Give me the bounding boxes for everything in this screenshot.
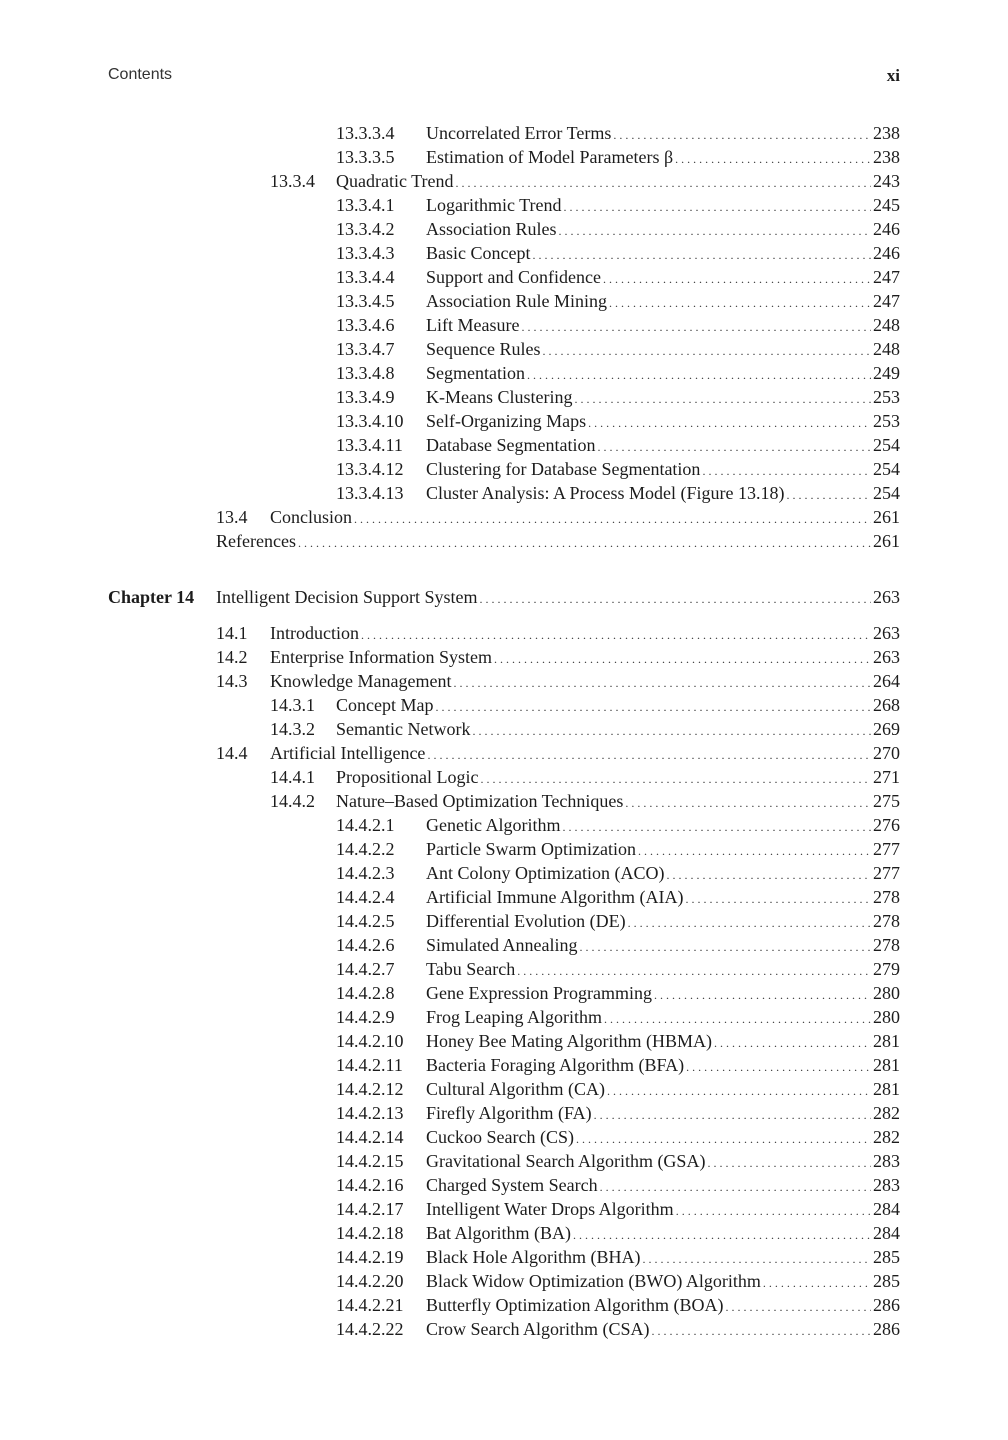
toc-entry-number: 14.4.2.15 <box>336 1151 404 1171</box>
dot-leader <box>298 529 871 555</box>
toc-entry-page: 284 <box>873 1199 900 1219</box>
toc-entry[interactable] <box>336 121 900 145</box>
dot-leader <box>675 145 871 171</box>
toc-entry-title: Logarithmic Trend <box>426 195 562 215</box>
toc-entry-title: References <box>216 531 296 551</box>
toc-entry-number: 13.3.4.5 <box>336 291 395 311</box>
toc-entry-page: 254 <box>873 459 900 479</box>
toc-entry-title: Bat Algorithm (BA) <box>426 1223 571 1243</box>
toc-entry-number: 14.4.2.19 <box>336 1247 404 1267</box>
toc-entry-number: 13.3.4.2 <box>336 219 395 239</box>
running-head-section: Contents <box>108 66 173 83</box>
toc-entry-page: 248 <box>873 315 900 335</box>
toc-entry-number: 13.3.4 <box>270 171 315 191</box>
toc-entry-page: 286 <box>873 1319 900 1339</box>
toc-entry-number: 14.4.2.6 <box>336 935 395 955</box>
dot-leader <box>435 693 871 719</box>
toc-entry[interactable] <box>336 957 900 981</box>
toc-entry[interactable] <box>336 1317 900 1341</box>
toc-entry[interactable] <box>336 337 900 361</box>
toc-entry[interactable] <box>336 1077 900 1101</box>
toc-entry-number: 14.4.2.7 <box>336 959 395 979</box>
toc-entry-number: 14.4.2.13 <box>336 1103 404 1123</box>
toc-entry-title: Nature–Based Optimization Techniques <box>336 791 624 811</box>
dot-leader <box>642 1245 871 1271</box>
toc-entry-title: Artificial Immune Algorithm (AIA) <box>426 887 684 907</box>
toc-entry-page: 249 <box>873 363 900 383</box>
toc-entry-title: Lift Measure <box>426 315 520 335</box>
dot-leader <box>564 193 872 219</box>
toc-entry-number: 14.4.1 <box>270 767 315 787</box>
dot-leader <box>455 169 871 195</box>
toc-entry-title: Knowledge Management <box>270 671 452 691</box>
toc-entry-page: 263 <box>873 587 900 607</box>
toc-entry-title: Artificial Intelligence <box>270 743 426 763</box>
toc-entry-page: 247 <box>873 291 900 311</box>
toc-entry[interactable] <box>336 1293 900 1317</box>
toc-entry-number: 13.3.4.7 <box>336 339 395 359</box>
toc-entry-page: 271 <box>873 767 900 787</box>
toc-entry-page: 238 <box>873 123 900 143</box>
toc-entry-title: Honey Bee Mating Algorithm (HBMA) <box>426 1031 712 1051</box>
dot-leader <box>588 409 871 435</box>
dot-leader <box>628 909 871 935</box>
toc-entry-title: Clustering for Database Segmentation <box>426 459 701 479</box>
toc-entry-number: 14.4.2.22 <box>336 1319 404 1339</box>
toc-entry[interactable] <box>270 765 900 789</box>
toc-entry-title: Bacteria Foraging Algorithm (BFA) <box>426 1055 685 1075</box>
toc-entry[interactable] <box>336 1173 900 1197</box>
dot-leader <box>600 1173 871 1199</box>
toc-entry[interactable] <box>216 669 900 693</box>
toc-entry-number: 14.4.2.20 <box>336 1271 404 1291</box>
toc-entry[interactable] <box>270 717 900 741</box>
dot-leader <box>702 457 871 483</box>
dot-leader <box>787 481 872 507</box>
toc-entry-number: 14.4.2.12 <box>336 1079 404 1099</box>
dot-leader <box>594 1101 871 1127</box>
toc-entry-number: 14.4.2.14 <box>336 1127 404 1147</box>
toc-entry-page: 269 <box>873 719 900 739</box>
dot-leader <box>494 645 871 671</box>
dot-leader <box>707 1149 871 1175</box>
toc-entry-number: 13.3.4.1 <box>336 195 395 215</box>
toc-entry-page: 284 <box>873 1223 900 1243</box>
toc-entry-number: 14.4.2.4 <box>336 887 395 907</box>
toc-entry-page: 275 <box>873 791 900 811</box>
toc-entry-title: Simulated Annealing <box>426 935 578 955</box>
toc-entry-number: 14.4.2.18 <box>336 1223 404 1243</box>
toc-entry-page: 278 <box>873 935 900 955</box>
toc-entry-number: 13.3.4.3 <box>336 243 395 263</box>
toc-entry[interactable] <box>336 265 900 289</box>
toc-entry-page: 286 <box>873 1295 900 1315</box>
dot-leader <box>427 741 871 767</box>
toc-entry-page: 285 <box>873 1247 900 1267</box>
toc-entry-title: Black Hole Algorithm (BHA) <box>426 1247 641 1267</box>
toc-entry-page: 263 <box>873 647 900 667</box>
toc-entry-number: 13.3.4.10 <box>336 411 404 431</box>
toc-entry[interactable] <box>336 1125 900 1149</box>
toc-entry-title: Basic Concept <box>426 243 531 263</box>
toc-entry-page: 247 <box>873 267 900 287</box>
toc-entry-page: 238 <box>873 147 900 167</box>
toc-entry-number: 13.4 <box>216 507 248 527</box>
toc-entry[interactable] <box>336 457 900 481</box>
toc-entry-number: 14.3.1 <box>270 695 315 715</box>
toc-entry-title: Semantic Network <box>336 719 471 739</box>
toc-entry[interactable] <box>216 741 900 765</box>
page-number: xi <box>886 66 900 85</box>
toc-entry[interactable] <box>336 1029 900 1053</box>
toc-entry-number: 14.4.2.17 <box>336 1199 404 1219</box>
dot-leader <box>573 1221 871 1247</box>
dot-leader <box>481 765 872 791</box>
toc-entry[interactable] <box>336 933 900 957</box>
toc-entry-title: Conclusion <box>270 507 353 527</box>
toc-entry-page: 283 <box>873 1175 900 1195</box>
toc-entry[interactable] <box>336 861 900 885</box>
toc-entry[interactable] <box>216 529 900 553</box>
dot-leader <box>654 981 871 1007</box>
toc-entry-title: Frog Leaping Algorithm <box>426 1007 602 1027</box>
toc-entry-title: Gravitational Search Algorithm (GSA) <box>426 1151 706 1171</box>
toc-entry-title: Quadratic Trend <box>336 171 454 191</box>
toc-entry-title: Enterprise Information System <box>270 647 492 667</box>
toc-entry[interactable] <box>270 693 900 717</box>
toc-entry-number: 13.3.4.8 <box>336 363 395 383</box>
dot-leader <box>479 585 871 611</box>
dot-leader <box>604 1005 871 1031</box>
toc-entry-title: K-Means Clustering <box>426 387 573 407</box>
toc-entry-page: 268 <box>873 695 900 715</box>
toc-entry-number: 14.4.2.8 <box>336 983 395 1003</box>
toc-entry-number: 14.4 <box>216 743 248 763</box>
toc-entry-page: 270 <box>873 743 900 763</box>
toc-entry-page: 263 <box>873 623 900 643</box>
dot-leader <box>763 1269 871 1295</box>
toc-entry-title: Intelligent Decision Support System <box>216 587 478 607</box>
toc-entry-page: 276 <box>873 815 900 835</box>
toc-entry[interactable] <box>336 193 900 217</box>
toc-entry-title: Butterfly Optimization Algorithm (BOA) <box>426 1295 724 1315</box>
toc-entry[interactable] <box>336 289 900 313</box>
toc-entry-number: 14.4.2.16 <box>336 1175 404 1195</box>
toc-entry-number: 14.1 <box>216 623 248 643</box>
toc-entry-title: Intelligent Water Drops Algorithm <box>426 1199 674 1219</box>
toc-entry-title: Gene Expression Programming <box>426 983 652 1003</box>
toc-entry-title: Database Segmentation <box>426 435 596 455</box>
toc-entry-title: Estimation of Model Parameters β <box>426 147 674 167</box>
toc-entry[interactable] <box>216 505 900 529</box>
toc-entry[interactable] <box>336 145 900 169</box>
dot-leader <box>576 1125 871 1151</box>
toc-entry-title: Cultural Algorithm (CA) <box>426 1079 605 1099</box>
toc-entry-number: 13.3.4.12 <box>336 459 404 479</box>
dot-leader <box>532 241 871 267</box>
toc-entry-page: 281 <box>873 1055 900 1075</box>
toc-entry-title: Self-Organizing Maps <box>426 411 587 431</box>
toc-entry-title: Association Rule Mining <box>426 291 607 311</box>
toc-entry-page: 278 <box>873 911 900 931</box>
toc-chapter-entry[interactable] <box>108 585 900 609</box>
toc-entry-number: 14.4.2.2 <box>336 839 395 859</box>
dot-leader <box>361 621 871 647</box>
toc-entry-number: 13.3.3.4 <box>336 123 395 143</box>
toc-entry[interactable] <box>336 1005 900 1029</box>
running-head <box>108 66 900 92</box>
dot-leader <box>354 505 871 531</box>
toc-entry-number: 13.3.4.13 <box>336 483 404 503</box>
toc-entry-page: 281 <box>873 1079 900 1099</box>
dot-leader <box>597 433 871 459</box>
toc-entry[interactable] <box>336 385 900 409</box>
toc-entry-title: Propositional Logic <box>336 767 479 787</box>
toc-entry-number: 14.4.2.1 <box>336 815 395 835</box>
toc-entry[interactable] <box>336 1197 900 1221</box>
toc-entry[interactable] <box>336 1269 900 1293</box>
toc-entry-title: Sequence Rules <box>426 339 541 359</box>
toc-entry-page: 253 <box>873 411 900 431</box>
toc-entry[interactable] <box>336 885 900 909</box>
dot-leader <box>714 1029 871 1055</box>
toc-entry-page: 264 <box>873 671 900 691</box>
toc-entry-number: 13.3.4.9 <box>336 387 395 407</box>
toc-entry-number: 14.3.2 <box>270 719 315 739</box>
toc-entry-page: 281 <box>873 1031 900 1051</box>
dot-leader <box>625 789 871 815</box>
dot-leader <box>579 933 871 959</box>
dot-leader <box>559 217 872 243</box>
toc-entry-number: 13.3.4.4 <box>336 267 395 287</box>
toc-entry-title: Particle Swarm Optimization <box>426 839 636 859</box>
toc-entry-title: Segmentation <box>426 363 525 383</box>
dot-leader <box>666 861 871 887</box>
toc-entry-page: 254 <box>873 483 900 503</box>
toc-entry-title: Black Widow Optimization (BWO) Algorithm <box>426 1271 761 1291</box>
toc-entry-title: Tabu Search <box>426 959 516 979</box>
dot-leader <box>472 717 871 743</box>
toc-entry[interactable] <box>336 313 900 337</box>
dot-leader <box>603 265 871 291</box>
toc-entry[interactable] <box>270 789 900 813</box>
toc-entry-page: 283 <box>873 1151 900 1171</box>
dot-leader <box>651 1317 871 1343</box>
toc-entry[interactable] <box>216 621 900 645</box>
toc-entry-title: Cuckoo Search (CS) <box>426 1127 574 1147</box>
toc-entry[interactable] <box>336 1149 900 1173</box>
dot-leader <box>607 1077 871 1103</box>
dot-leader <box>521 313 871 339</box>
toc-entry-title: Genetic Algorithm <box>426 815 561 835</box>
toc-entry-number: 13.3.4.6 <box>336 315 395 335</box>
toc-entry-page: 243 <box>873 171 900 191</box>
toc-entry-number: 14.4.2.21 <box>336 1295 404 1315</box>
toc-entry-page: 282 <box>873 1103 900 1123</box>
toc-entry[interactable] <box>336 813 900 837</box>
toc-entry-number: 14.4.2.5 <box>336 911 395 931</box>
toc-entry-title: Differential Evolution (DE) <box>426 911 626 931</box>
toc-entry[interactable] <box>336 1053 900 1077</box>
toc-entry-number: 14.4.2.10 <box>336 1031 404 1051</box>
dot-leader <box>638 837 871 863</box>
toc-entry-number: 13.3.4.11 <box>336 435 403 455</box>
toc-entry-title: Support and Confidence <box>426 267 601 287</box>
dot-leader <box>609 289 871 315</box>
toc-entry-title: Charged System Search <box>426 1175 598 1195</box>
dot-leader <box>686 1053 871 1079</box>
dot-leader <box>527 361 871 387</box>
toc-entry[interactable] <box>216 645 900 669</box>
toc-entry-number: 13.3.3.5 <box>336 147 395 167</box>
toc-entry[interactable] <box>336 433 900 457</box>
toc-entry[interactable] <box>336 361 900 385</box>
toc-entry-title: Crow Search Algorithm (CSA) <box>426 1319 650 1339</box>
toc-entry[interactable] <box>336 241 900 265</box>
toc-entry[interactable] <box>336 409 900 433</box>
toc-entry-page: 261 <box>873 507 900 527</box>
toc-entry-number: 14.4.2.3 <box>336 863 395 883</box>
toc-entry[interactable] <box>336 1101 900 1125</box>
toc-entry-page: 278 <box>873 887 900 907</box>
toc-entry-number: 14.4.2.11 <box>336 1055 403 1075</box>
toc-entry-title: Uncorrelated Error Terms <box>426 123 612 143</box>
toc-entry-title: Ant Colony Optimization (ACO) <box>426 863 665 883</box>
dot-leader <box>676 1197 871 1223</box>
toc-entry[interactable] <box>336 837 900 861</box>
toc-entry-page: 246 <box>873 243 900 263</box>
toc-entry-number: 14.4.2.9 <box>336 1007 395 1027</box>
toc-entry[interactable] <box>336 909 900 933</box>
toc-entry[interactable] <box>336 1221 900 1245</box>
toc-entry-page: 279 <box>873 959 900 979</box>
toc-entry-number: 14.4.2 <box>270 791 315 811</box>
toc-entry-page: 248 <box>873 339 900 359</box>
dot-leader <box>453 669 871 695</box>
toc-entry[interactable] <box>336 217 900 241</box>
dot-leader <box>542 337 871 363</box>
toc-entry-page: 277 <box>873 863 900 883</box>
toc-entry-page: 253 <box>873 387 900 407</box>
toc-entry-number: 14.3 <box>216 671 248 691</box>
dot-leader <box>517 957 871 983</box>
toc-entry-number: Chapter 14 <box>108 587 195 607</box>
toc-entry-page: 280 <box>873 983 900 1003</box>
dot-leader <box>725 1293 871 1319</box>
toc-entry-number: 14.2 <box>216 647 248 667</box>
toc-entry-page: 282 <box>873 1127 900 1147</box>
toc-entry[interactable] <box>270 169 900 193</box>
toc-entry[interactable] <box>336 1245 900 1269</box>
toc-entry-title: Concept Map <box>336 695 434 715</box>
toc-entry-title: Introduction <box>270 623 359 643</box>
toc-entry-page: 280 <box>873 1007 900 1027</box>
dot-leader <box>613 121 871 147</box>
toc-entry[interactable] <box>336 481 900 505</box>
toc-entry-title: Firefly Algorithm (FA) <box>426 1103 592 1123</box>
toc-entry-page: 246 <box>873 219 900 239</box>
dot-leader <box>562 813 871 839</box>
dot-leader <box>574 385 871 411</box>
toc-entry-page: 254 <box>873 435 900 455</box>
toc-entry-page: 285 <box>873 1271 900 1291</box>
toc-entry-title: Association Rules <box>426 219 557 239</box>
toc-entry-page: 245 <box>873 195 900 215</box>
toc-entry-page: 277 <box>873 839 900 859</box>
toc-entry[interactable] <box>336 981 900 1005</box>
toc-entry-title: Cluster Analysis: A Process Model (Figure 13.18) <box>426 483 785 503</box>
toc-entry-page: 261 <box>873 531 900 551</box>
dot-leader <box>685 885 871 911</box>
